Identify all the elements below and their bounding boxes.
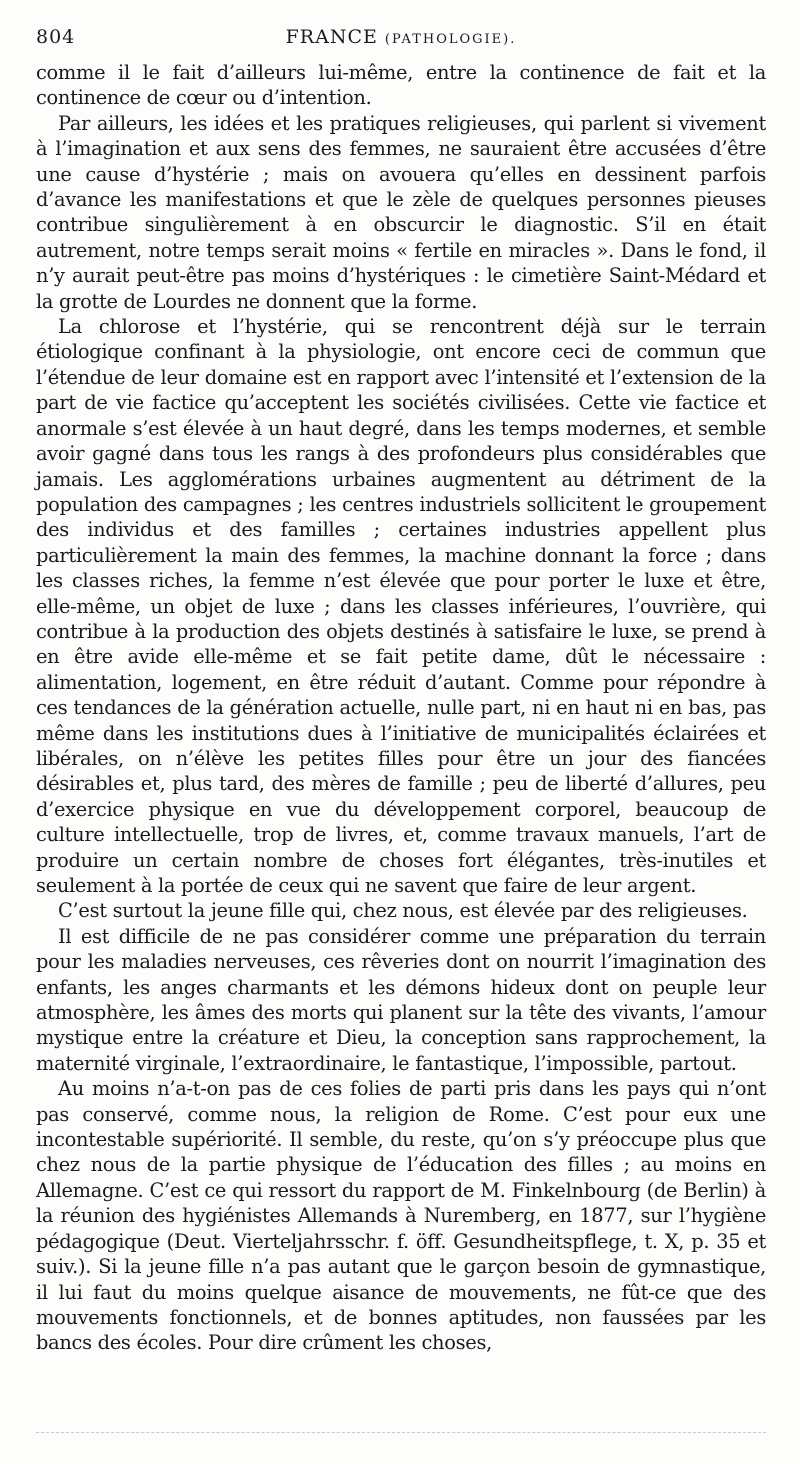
page-bottom-rule xyxy=(36,1432,766,1433)
paragraph: Par ailleurs, les idées et les pratiques religieuses, qui parlent si vivement à l’imagination et aux sens des femmes, ne sauraient être accusées d’être une cause d’hystérie ; mais on avouera qu’elles en dessinent parfois d’avance les manifestations et que le zèle de quelques personnes pieuses contribue singulièrement à en obscurcir le diagnostic. S’il en était autrement, notre temps serait moins « fertile en miracles ». Dans le fond, il n’y aurait peut-être pas moins d’hystériques : le cimetière Saint-Médard et la grotte de Lourdes ne donnent que la forme. xyxy=(36,111,766,313)
paragraph-continued: comme il le fait d’ailleurs lui-même, entre la continence de fait et la continence de cœur ou d’intention. xyxy=(36,61,766,110)
paragraph: La chlorose et l’hystérie, qui se rencontrent déjà sur le terrain étiologique confinant à la physiologie, ont encore ceci de commun que l’étendue de leur domaine est en rapport avec l’intensité et l’extension de la part de vie factice qu’acceptent les sociétés civilisées. Cette vie factice et anormale s’est élevée à un haut degré, dans les temps modernes, et semble avoir gagné dans tous les rangs à des profondeurs plus considérables que jamais. Les agglomérations urbaines augmentent au détriment de la population des campagnes ; les centres industriels sollicitent le groupement des individus et des familles ; certaines industries appellent plus particulièrement la main des femmes, la machine donnant la force ; dans les classes riches, la femme n’est élevée que pour porter le luxe et être, elle-même, un objet de luxe ; dans les classes inférieures, l’ouvrière, qui contribue à la production des objets destinés à satisfaire le luxe, se prend à en être avide elle-même et se fait petite dame, dût le nécessaire : alimentation, logement, en être réduit d’autant. Comme pour répondre à ces tendances de la génération actuelle, nulle part, ni en haut ni en bas, pas même dans les institutions dues à l’initiative de municipalités éclairées et libérales, on n’élève les petites filles pour être un jour des fiancées désirables et, plus tard, des mères de famille ; peu de liberté d’allures, peu d’exercice physique en vue du développement corporel, beaucoup de culture intellectuelle, trop de livres, et, comme travaux manuels, l’art de produire un certain nombre de choses fort élégantes, très-inutiles et seulement à la portée de ceux qui ne savent que faire de leur argent. xyxy=(36,315,766,897)
running-head xyxy=(36,26,766,60)
body-text xyxy=(36,60,766,1356)
page-number: 804 xyxy=(36,26,76,48)
paragraph: Au moins n’a-t-on pas de ces folies de parti pris dans les pays qui n’ont pas conservé, comme nous, la religion de Rome. C’est pour eux une incontestable supériorité. Il semble, du reste, qu’on s’y préoccupe plus que chez nous de la partie physique de l’éducation des filles ; au moins en Allemagne. C’est ce qui ressort du rapport de M. Finkelnbourg (de Berlin) à la réunion des hygiénistes Allemands à Nuremberg, en 1877, sur l’hygiène pédagogique (Deut. Vierteljahrsschr. f. öff. Gesundheitspflege, t. X, p. 35 et suiv.). Si la jeune fille n’a pas autant que le garçon besoin de gymnastique, il lui faut du moins quelque aisance de mouvements, ne fût-ce que des mouvements fonctionnels, et de bonnes aptitudes, non faussées par les bancs des écoles. Pour dire crûment les choses, xyxy=(36,1077,766,1355)
paragraph: Il est difficile de ne pas considérer comme une préparation du terrain pour les maladies nerveuses, ces rêveries dont on nourrit l’imagination des enfants, les anges charmants et les démons hideux dont on peuple leur atmosphère, les âmes des morts qui planent sur la tête des vivants, l’amour mystique entre la créature et Dieu, la conception sans rapprochement, la maternité virginale, l’extraordinaire, le fantastique, l’impossible, partout. xyxy=(36,924,766,1075)
book-page xyxy=(36,26,766,1356)
header-title: FRANCE xyxy=(285,26,378,48)
paragraph: C’est surtout la jeune fille qui, chez nous, est élevée par des religieuses. xyxy=(58,899,748,923)
header-title-block xyxy=(36,26,766,48)
header-subtitle: (PATHOLOGIE). xyxy=(384,32,517,47)
